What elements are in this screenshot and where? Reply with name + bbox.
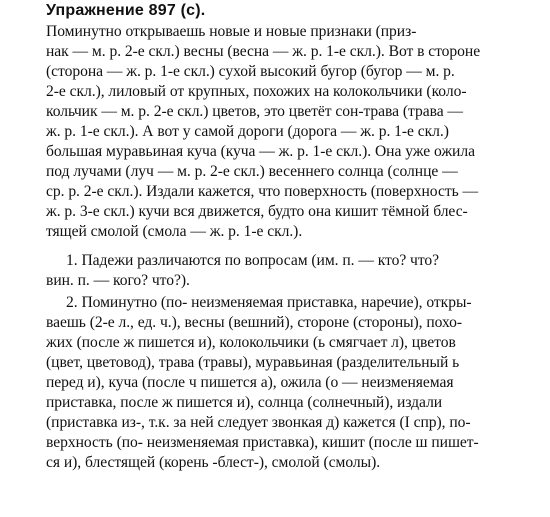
- answer-item-2-line: ваешь (2-е л., ед. ч.), весны (вешний), стороне (стороны), похо-: [46, 314, 463, 331]
- exercise-title: Упражнение 897 (с).: [46, 2, 206, 19]
- answer-item-2-line: перед и), куча (после ч пишется а), ожила (о — неизменяемая: [46, 374, 454, 391]
- answer-item-2-line: приставка, после ж пишется и), солнца (солнечный), издали: [46, 394, 443, 411]
- answer-item-2-line: (цвет, цветовод), трава (травы), муравьиная (разделительный ь: [46, 354, 460, 371]
- text-line: ж. р. 1-е скл.). А вот у самой дороги (дорога — ж. р. 1-е скл.): [46, 123, 449, 140]
- text-line: ж. р. 3-е скл.) кучи вся движется, будто она кишит тёмной блес-: [46, 203, 468, 220]
- answer-item-2-line: верхность (по- неизменяемая приставка), кишит (после ш пишет-: [46, 434, 479, 451]
- text-line: тящей смолой (смола — ж. р. 1-е скл.).: [46, 223, 303, 240]
- answer-item-1-line: вин. п. — кого? что?).: [46, 272, 190, 289]
- text-line: (сторона — ж. р. 1-е скл.) сухой высокий бугор (бугор — м. р.: [46, 63, 455, 80]
- answer-item-2-line: ся и), блестящей (корень -блест-), смолой (смолы).: [46, 454, 381, 471]
- text-line: нак — м. р. 2-е скл.) весны (весна — ж. р. 1-е скл.). Вот в стороне: [46, 43, 481, 60]
- text-line: большая муравьиная куча (куча — ж. р. 1-е скл.). Она уже ожила: [46, 143, 475, 160]
- answer-item-2-line: жих (после ж пишется и), колокольчики (ь смягчает л), цветов: [46, 334, 456, 351]
- text-line: под лучами (луч — м. р. 2-е скл.) весеннего солнца (солнце —: [46, 163, 458, 180]
- answer-item-2-line: 2. Поминутно (по- неизменяемая приставка, наречие), откры-: [66, 294, 472, 311]
- answer-item-1-line: 1. Падежи различаются по вопросам (им. п. — кто? что?: [66, 252, 440, 269]
- text-line: кольчик — м. р. 2-е скл.) цветов, это цветёт сон-трава (трава —: [46, 103, 463, 120]
- answer-item-2-line: (приставка из-, т.к. за ней следует звонкая д) кажется (I спр), по-: [46, 414, 471, 431]
- text-line: ср. р. 2-е скл.). Издали кажется, что поверхность (поверхность —: [46, 183, 479, 200]
- text-line: Поминутно открываешь новые и новые признаки (приз-: [46, 23, 417, 40]
- text-line: 2-е скл.), лиловый от крупных, похожих на колокольчики (коло-: [46, 83, 467, 100]
